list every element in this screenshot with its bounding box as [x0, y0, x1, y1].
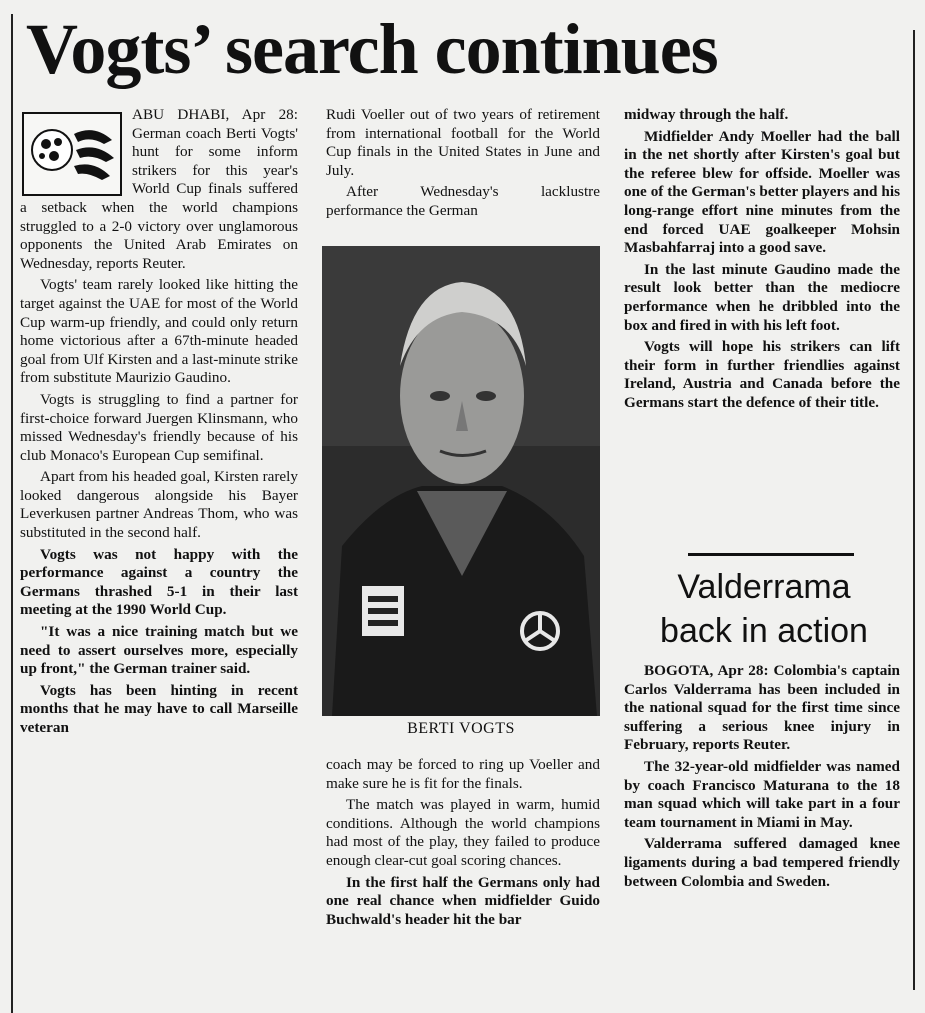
paragraph: coach may be forced to ring up Voeller and make sure he is fit for the finals.: [326, 756, 600, 792]
article-column-3-second-story: [624, 662, 900, 894]
paragraph: In the last minute Gaudino made the result look better than the mediocre performance when he dribbled into the box and fired in with his left foot.: [624, 260, 900, 334]
paragraph: midway through the half.: [624, 106, 789, 123]
left-column-rule: [11, 14, 13, 1013]
paragraph: Midfielder Andy Moeller had the ball in the net shortly after Kirsten's goal but the referee blew for offside. Moeller was one of the German's better players and his long-range effort nine minutes from the end forced UAE goalkeeper Mohsin Masbahfarraj into a good save.: [624, 127, 900, 257]
section-divider: [688, 553, 854, 556]
article-column-2-bottom: [326, 756, 600, 932]
paragraph: In the first half the Germans only had one real chance when midfielder Guido Buchwald's header hit the bar: [326, 873, 600, 928]
paragraph: The 32-year-old midfielder was named by coach Francisco Maturana to the 18 man squad which will take part in a four team tournament in Miami in May.: [624, 757, 900, 831]
subheadline-line-1: Valderrama: [677, 568, 851, 606]
photo-caption: BERTI VOGTS: [407, 720, 515, 737]
paragraph: Vogts was not happy with the performance against a country the Germans thrashed 5-1 in their last meeting at the 1990 World Cup.: [20, 545, 298, 619]
paragraph: "It was a nice training match but we need to assert ourselves more, especially up front," the German trainer said.: [20, 623, 298, 678]
paragraph: Rudi Voeller out of two years of retirement from international football for the World Cup finals in the United States in June and July.: [326, 106, 600, 179]
paragraph: Valderrama suffered damaged knee ligaments during a bad tempered friendly between Colombia and Sweden.: [624, 835, 900, 890]
subheadline-line-2: back in action: [660, 612, 868, 650]
paragraph: Vogts has been hinting in recent months that he may have to call Marseille veteran: [20, 681, 298, 736]
headline: Vogts’ search continues: [26, 9, 718, 89]
article-column-3: [624, 106, 900, 416]
berti-vogts-photo: [322, 246, 600, 716]
paragraph: Vogts is struggling to find a partner for first-choice forward Juergen Klinsmann, who missed Wednesday's friendly because of his club Monaco's European Cup semifinal.: [20, 390, 298, 464]
paragraph: After Wednesday's lacklustre performance the German: [326, 183, 600, 219]
article-column-2-top: [326, 106, 600, 224]
article-column-1: [20, 106, 298, 741]
paragraph: Apart from his headed goal, Kirsten rarely looked dangerous alongside his Bayer Leverkusen partner Andreas Thom, who was substituted in the second half.: [20, 468, 298, 542]
subheadline: [626, 565, 902, 653]
paragraph: BOGOTA, Apr 28: Colombia's captain Carlos Valderrama has been included in the national squad for the first time since suffering a serious knee injury in February, reports Reuter.: [624, 662, 900, 754]
paragraph: Vogts' team rarely looked like hitting the target against the UAE for most of the World Cup warm-up friendly, and could only return home victorious after a 67th-minute headed goal from Ulf Kirsten and a last-minute strike from substitute Maurizio Gaudino.: [20, 276, 298, 387]
paragraph: ABU DHABI, Apr 28: German coach Berti Vogts' hunt for some inform strikers for this year's World Cup finals suffered a setback when the world champions struggled to a 2-0 victory over unglamorous opponents the United Arab Emirates on Wednesday, reports Reuter.: [20, 106, 298, 272]
paragraph: Vogts will hope his strikers can lift their form in further friendlies against Ireland, Austria and Canada before the Germans start the defence of their title.: [624, 338, 900, 411]
right-column-rule: [913, 30, 915, 990]
paragraph: The match was played in warm, humid conditions. Although the world champions had most of the play, they failed to produce enough clear-cut goal scoring chances.: [326, 796, 600, 869]
world-cup-logo-icon: [22, 112, 122, 196]
